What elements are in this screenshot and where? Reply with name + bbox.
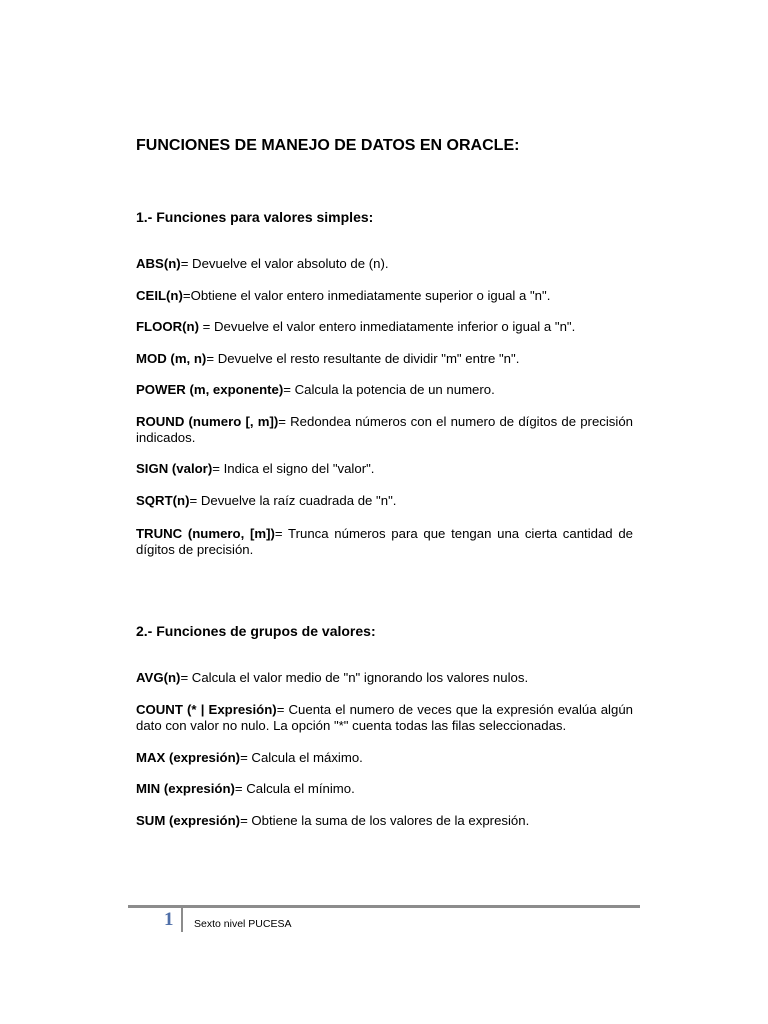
entry-sign	[136, 461, 633, 477]
entry-term: MIN (expresión)	[136, 781, 235, 796]
entry-mod	[136, 351, 633, 367]
entry-abs	[136, 256, 633, 272]
entry-term: AVG(n)	[136, 670, 181, 685]
entry-term: ROUND (numero [, m])	[136, 414, 279, 429]
entry-desc: = Devuelve el valor entero inmediatamente inferior o igual a "n".	[199, 319, 576, 334]
footer-divider	[181, 908, 183, 932]
entry-max	[136, 750, 633, 766]
entry-trunc	[136, 526, 633, 558]
entry-floor	[136, 319, 633, 335]
entry-min	[136, 781, 633, 797]
entry-desc: = Indica el signo del "valor".	[212, 461, 375, 476]
section-heading-simple-values: 1.- Funciones para valores simples:	[136, 209, 374, 225]
entry-desc: =Obtiene el valor entero inmediatamente superior o igual a "n".	[182, 288, 551, 303]
entry-power	[136, 382, 633, 398]
entry-sum	[136, 813, 633, 829]
entry-desc: = Cuenta el numero de veces que la expresión evalúa algún dato con valor no nulo. La opción "*" cuenta todas las filas seleccionadas.	[136, 702, 633, 733]
entry-desc: = Devuelve el resto resultante de dividir "m" entre "n".	[206, 351, 520, 366]
footer-text: Sexto nivel PUCESA	[194, 918, 292, 930]
entry-desc: = Redondea números con el numero de dígitos de precisión indicados.	[136, 414, 633, 445]
entry-term: ABS(n)	[136, 256, 181, 271]
entry-term: COUNT (* | Expresión)	[136, 702, 277, 717]
entry-term: SIGN (valor)	[136, 461, 213, 476]
entry-term: SUM (expresión)	[136, 813, 241, 828]
entry-desc: = Devuelve el valor absoluto de (n).	[180, 256, 389, 271]
page-number: 1	[164, 909, 174, 930]
entry-avg	[136, 670, 633, 686]
entry-term: TRUNC (numero, [m])	[136, 526, 275, 541]
entry-term: CEIL(n)	[136, 288, 183, 303]
entry-desc: = Calcula la potencia de un numero.	[283, 382, 495, 397]
footer-rule	[128, 905, 640, 908]
entry-term: SQRT(n)	[136, 493, 190, 508]
entry-ceil	[136, 288, 633, 304]
entry-desc: = Obtiene la suma de los valores de la expresión.	[240, 813, 530, 828]
entry-sqrt	[136, 493, 633, 509]
entry-desc: = Trunca números para que tengan una cierta cantidad de dígitos de precisión.	[136, 526, 634, 557]
entry-desc: = Calcula el mínimo.	[234, 781, 355, 796]
entry-round	[136, 414, 633, 446]
entry-count	[136, 702, 633, 734]
section-heading-group-values: 2.- Funciones de grupos de valores:	[136, 623, 376, 639]
entry-desc: = Calcula el valor medio de "n" ignorando los valores nulos.	[180, 670, 529, 685]
entry-desc: = Calcula el máximo.	[240, 750, 363, 765]
entry-term: MOD (m, n)	[136, 351, 207, 366]
entry-desc: = Devuelve la raíz cuadrada de "n".	[189, 493, 397, 508]
page-title: FUNCIONES DE MANEJO DE DATOS EN ORACLE:	[136, 137, 520, 154]
entry-term: POWER (m, exponente)	[136, 382, 284, 397]
entry-term: FLOOR(n)	[136, 319, 199, 334]
entry-term: MAX (expresión)	[136, 750, 241, 765]
